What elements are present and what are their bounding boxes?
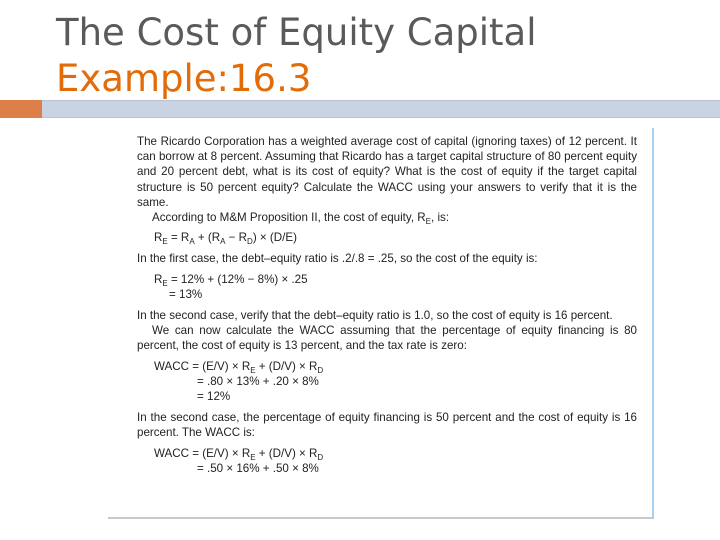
eq1-part: ) × (D/E) xyxy=(252,231,297,245)
equation-mm-prop2 xyxy=(154,230,637,245)
wacc2-sub: E xyxy=(250,452,256,462)
eq2-part: = 12% + (12% − 8%) × .25 xyxy=(167,272,308,286)
title-accent-box xyxy=(0,100,42,118)
eq1-part: R xyxy=(154,231,163,245)
example-text xyxy=(137,134,637,482)
eq2-part: R xyxy=(154,272,163,286)
eq2-sub: E xyxy=(162,278,168,288)
first-case-paragraph: In the first case, the debt–equity ratio is .2/.8 = .25, so the cost of the equity is: xyxy=(137,252,538,266)
wacc1-result: = 12% xyxy=(197,390,231,404)
wacc1-part: WACC = (E/V) × R xyxy=(154,359,251,373)
eq1-sub: D xyxy=(247,237,253,247)
wacc2-line2: = .50 × 16% + .50 × 8% xyxy=(197,461,319,475)
eq1-sub: E xyxy=(162,237,168,247)
wacc-intro-paragraph: We can now calculate the WACC assuming that the percentage of equity financing is 80 percent, the cost of equity is 13 percent, and the tax rate is zero: xyxy=(137,324,637,353)
slide-subtitle: Example:16.3 xyxy=(56,57,312,100)
second-case-verify-paragraph: In the second case, verify that the debt–equity ratio is 1.0, so the cost of equity is 16 percent. xyxy=(137,309,613,323)
eq1-sub: A xyxy=(189,237,195,247)
wacc2-part: WACC = (E/V) × R xyxy=(154,446,251,460)
equation-wacc-first xyxy=(154,359,637,405)
equation-wacc-second xyxy=(154,446,637,476)
wacc2-part: + (D/V) × R xyxy=(255,446,318,460)
eq1-part: = R xyxy=(167,231,190,245)
slide-title: The Cost of Equity Capital xyxy=(56,11,537,54)
eq1-sub: A xyxy=(220,237,226,247)
wacc1-part: + (D/V) × R xyxy=(255,359,318,373)
proposition-paragraph xyxy=(137,210,637,225)
eq1-part: − R xyxy=(225,231,248,245)
equation-first-case xyxy=(154,272,637,302)
proposition-text: According to M&M Proposition II, the cost of equity, R xyxy=(152,211,426,225)
problem-paragraph: The Ricardo Corporation has a weighted average cost of capital (ignoring taxes) of 12 percent. It can borrow at 8 percent. Assuming that Ricardo has a target capital structure of 80 percent equity and 20 percent debt, what is its cost of equity? What is the cost of equity if the target capital structure is 50 percent equity? Calculate the WACC using your answers to verify that it is the same. xyxy=(137,135,637,209)
wacc2-sub: D xyxy=(317,452,324,462)
wacc1-line2: = .80 × 13% + .20 × 8% xyxy=(197,374,319,388)
eq1-part: + (R xyxy=(194,231,221,245)
wacc1-sub: E xyxy=(250,365,256,375)
second-case-wacc-paragraph: In the second case, the percentage of equity financing is 50 percent and the cost of equity is 16 percent. The WACC is: xyxy=(137,411,637,440)
wacc1-sub: D xyxy=(317,365,324,375)
title-rule xyxy=(42,100,720,118)
eq2-result: = 13% xyxy=(169,287,203,301)
proposition-subscript: E xyxy=(425,217,431,227)
proposition-tail: , is: xyxy=(431,211,450,225)
